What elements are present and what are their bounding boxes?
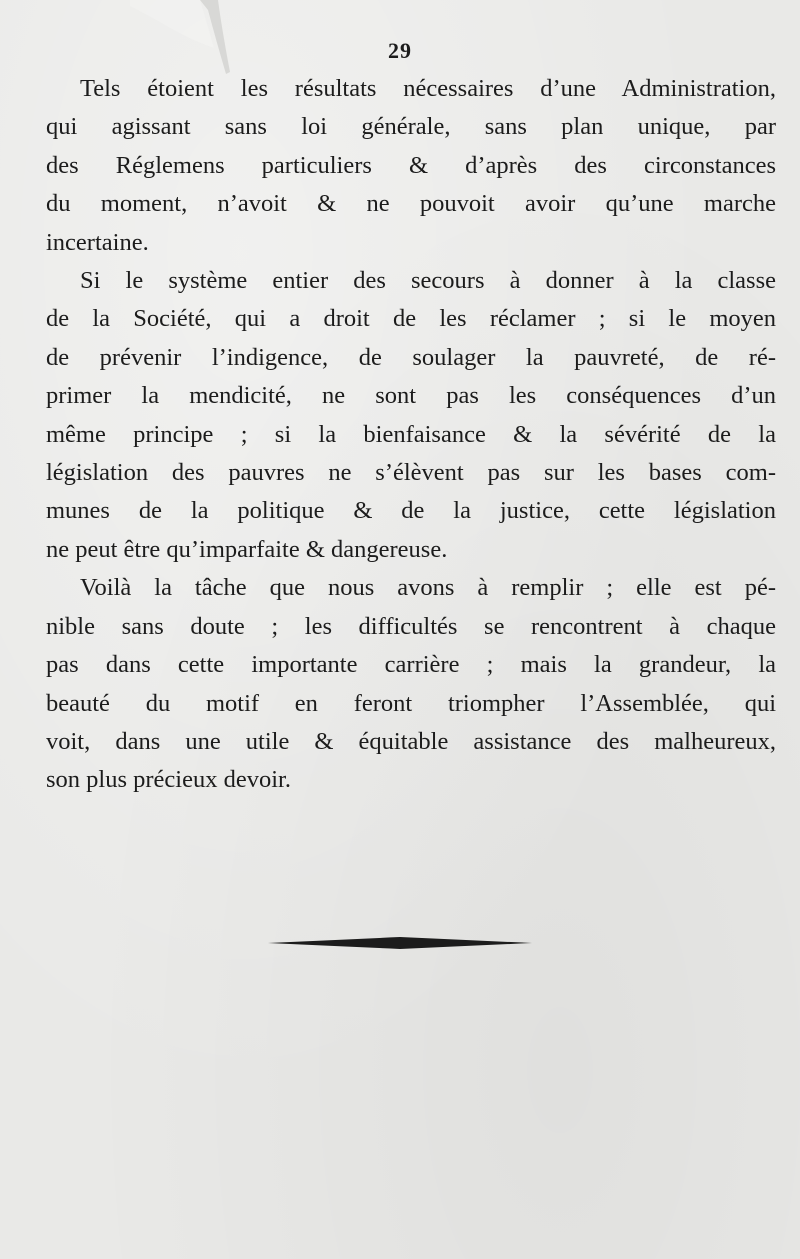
text-line: pas dans cette importante carrière ; mais la grandeur, la: [46, 651, 776, 679]
text-line: du moment, n’avoit & ne pouvoit avoir qu’une marche: [46, 190, 776, 218]
paragraph-2: [46, 262, 776, 569]
text-line: législation des pauvres ne s’élèvent pas sur les bases com-: [46, 459, 776, 487]
text-line: de la Société, qui a droit de les réclamer ; si le moyen: [46, 305, 776, 333]
end-rule-ornament: [268, 936, 532, 950]
text-line: qui agissant sans loi générale, sans plan unique, par: [46, 113, 776, 141]
text-line: munes de la politique & de la justice, cette législation: [46, 497, 776, 525]
text-line: son plus précieux devoir.: [46, 766, 291, 794]
page-number: 29: [388, 38, 412, 63]
text-line: primer la mendicité, ne sont pas les conséquences d’un: [46, 382, 776, 410]
paragraph-3: [46, 569, 776, 799]
text-line: ne peut être qu’imparfaite & dangereuse.: [46, 535, 448, 563]
text-line: Tels étoient les résultats nécessaires d’une Administration,: [80, 75, 776, 102]
text-line: Voilà la tâche que nous avons à remplir ; elle est pé-: [80, 574, 776, 602]
body-text: [46, 70, 776, 800]
text-line: incertaine.: [46, 228, 149, 256]
text-line: voit, dans une utile & équitable assistance des malheureux,: [46, 727, 776, 755]
text-line: Si le système entier des secours à donner à la classe: [80, 267, 776, 295]
text-line: beauté du motif en feront triompher l’Assemblée, qui: [46, 689, 776, 717]
text-line: de prévenir l’indigence, de soulager la pauvreté, de ré-: [46, 343, 776, 371]
text-line: des Réglemens particuliers & d’après des circonstances: [46, 151, 776, 179]
paragraph-1: [46, 70, 776, 262]
text-line: même principe ; si la bienfaisance & la sévérité de la: [46, 420, 776, 448]
text-line: nible sans doute ; les difficultés se rencontrent à chaque: [46, 612, 776, 640]
